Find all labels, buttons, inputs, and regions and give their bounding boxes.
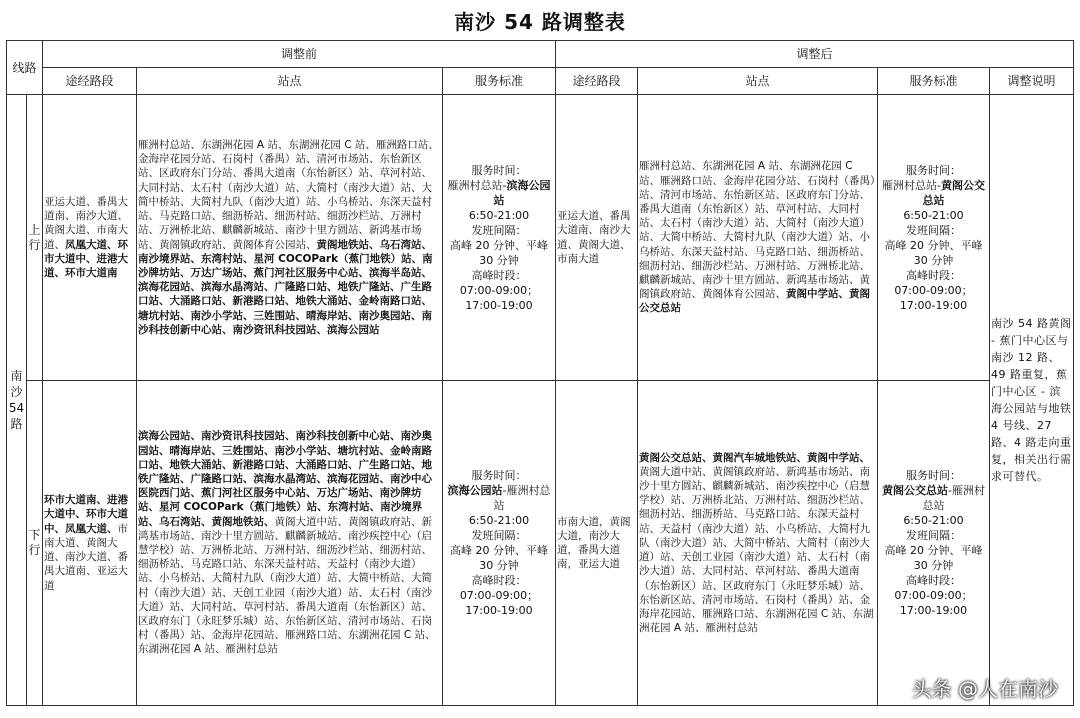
text-segment: 滨海公园站、南沙资讯科技园站、南沙科技创新中心站、南沙奥园站、晴海岸站、三姓围站、南沙小学站、塘坑村站、金岭南路口站、地铁大涌站、新港路口站、大涌路口站、广生路口站、地铁广隆站、广隆路口站、滨海水晶湾站、滨海花园站、南沙中心医院西门站、蕉门河社区服务中心站、万达广场站、南沙牌坊站、星河 COCOPark（蕉门地铁）站、东湾村站、南沙境界站、乌石湾站、黄阁地铁站、 [138, 430, 432, 528]
header-after-service: 服务标准 [878, 68, 990, 95]
text-segment: 环市大道南、进港大道中、环市大道中、凤凰大道、 [44, 494, 128, 535]
service-text: 黄阁公交总站 [922, 178, 985, 207]
header-before-service: 服务标准 [443, 68, 556, 95]
table-title: 南沙 54 路调整表 [454, 10, 626, 34]
service-text: 滨海公园站 [447, 484, 503, 497]
service-line [444, 483, 554, 513]
text-segment: 黄阁地铁站、乌石湾站、南沙境界站、东湾村站、星河 COCOPark（蕉门地铁）站、南沙牌坊站、万达广场站、蕉门河社区服务中心站、滨海半岛站、滨海花园站、滨海水晶湾站、广隆路口站、地铁广隆站、广生路口站、大涌路口站、新港路口站、地铁大涌站、金岭南路口站、塘坑村站、南沙小学站、三姓围站、晴海岸站、南沙奥园站、南沙科技创新中心站、南沙资讯科技园站、滨海公园站 [138, 238, 433, 336]
service-text: 发班间隔： [471, 529, 527, 542]
service-text: 高峰 20 分钟、平峰 30 分钟 [450, 238, 548, 267]
service-text: 17:00-19:00 [899, 298, 968, 312]
down-after-route: 市南大道，黄阁大道，南沙大道，番禺大道南，亚运大道 [556, 381, 638, 706]
service-text: 高峰时段： [906, 574, 961, 587]
service-line [879, 238, 988, 268]
service-line [444, 208, 554, 223]
service-text: 滨海公园站 [493, 178, 551, 207]
service-text: 07:00-09:00； [459, 589, 539, 602]
service-line [444, 283, 554, 298]
service-text: 6:50-21:00 [903, 208, 964, 222]
service-text: 发班间隔： [471, 223, 527, 237]
line-name: 南 沙 54 路 [7, 95, 27, 706]
header-after-route: 途经路段 [556, 68, 638, 95]
text-segment: 黄阁中学站、黄阁公交总站 [639, 288, 870, 315]
service-line [444, 268, 554, 283]
service-line [879, 543, 988, 573]
service-text: 雁洲村总站- [447, 178, 507, 192]
header-after-stations: 站点 [638, 68, 878, 95]
service-line [444, 163, 554, 178]
service-text: 07:00-09:00； [894, 589, 973, 602]
direction-up: 上 行 [27, 95, 43, 381]
header-before: 调整前 [43, 41, 556, 68]
service-text: 服务时间： [471, 163, 527, 177]
up-before-stations [137, 95, 443, 381]
service-text: 07:00-09:00； [894, 283, 973, 297]
service-line [879, 223, 988, 238]
service-line [879, 513, 988, 528]
service-text: 服务时间： [906, 469, 961, 482]
down-before-route [43, 381, 137, 706]
up-after-route: 亚运大道、番禺大道南、南沙大道、黄阁大道、市南大道 [556, 95, 638, 381]
header-line: 线路 [7, 41, 43, 95]
service-line [879, 588, 988, 603]
up-after-service [878, 95, 990, 381]
service-line [879, 298, 988, 313]
service-line [444, 573, 554, 588]
service-text: 雁洲村总站- [882, 178, 941, 192]
service-line [879, 208, 988, 223]
service-line [879, 528, 988, 543]
service-line [444, 298, 554, 313]
text-segment: 黄阁大道中站、黄阁镇政府站、新鸿基市场站、南沙十里方圆站、麒麟新城站、南沙疾控中心（启慧学校）站、万洲桥北站、万洲村站、细沥沙栏站、细沥村站、细沥桥站、马克路口站、东深天益村站、天益村（南沙大道）站、小乌桥站、大简村九队（南沙大道）站、大简中桥站、大简村（南沙大道）站、天创工业园（南沙大道）站、太石村（南沙大道）站、大同村站、草河村站、番禺大道南（东怡新区）站、区政府东门（永旺梦乐城）站、东怡新区站、清河市场站、石岗村（番禺）站、金海岸花园站、雁洲路口站、东湖洲花园 C 站、东湖洲花园 A 站、雁洲村总站 [639, 465, 874, 635]
text-segment: 雁洲村总站、东湖洲花园 A 站、东湖洲花园 C 站、雁洲路口站、金海岸花园分站、石岗村（番禺）站、清河市场站、东怡新区站、区政府东门分站、番禺大道南（东怡新区）站、草河村站、大同村站、太石村（南沙大道）站、大简村（南沙大道）站、大简中桥站、大简村九队（南沙大道）站、小乌桥站、东深天益村站、马克路口站、细沥桥站、细沥村站、细沥沙栏站、万洲村站、万洲桥北站、麒麟新城站、南沙十里方圆站、新鸿基市场站、黄阁镇政府站、黄阁体育公园站、 [138, 139, 439, 251]
service-text: 07:00-09:00； [459, 283, 539, 297]
service-line [879, 283, 988, 298]
text-segment: 亚运大道、番禺大道南、南沙大道、黄阁大道、市南大道、 [44, 195, 128, 251]
service-line [444, 513, 554, 528]
service-line [444, 468, 554, 483]
service-line [879, 603, 988, 618]
header-after: 调整后 [556, 41, 1074, 68]
text-segment: 市南大道、黄阁大道、南沙大道、番禺大道南、亚运大道 [44, 522, 128, 592]
service-line [444, 223, 554, 238]
down-before-service [443, 381, 556, 706]
text-segment: 黄阁大道中站、黄阁镇政府站、新鸿基市场站、南沙十里方圆站、麒麟新城站、南沙疾控中心（启慧学校）站、万洲桥北站、万洲村站、细沥沙栏站、细沥村站、细沥桥站、马克路口站、东深天益村站、天益村（南沙大道）站、小乌桥站、大简村九队（南沙大道）站、大简中桥站、大简村（南沙大道）站、天创工业园（南沙大道）站、太石村（南沙大道）站、大同村站、草河村站、番禺大道南（东怡新区）站、区政府东门（永旺梦乐城）站、东怡新区站、清河市场站、石岗村（番禺）站、金海岸花园站、雁洲路口站、东湖洲花园 C 站、东湖洲花园 A 站、雁洲村总站 [138, 515, 436, 656]
service-line [879, 163, 988, 178]
adjustment-note: 南沙 54 路黄阁 - 蕉门中心区与南沙 12 路、49 路重复，蕉门中心区 - 滨海公园站与地铁 4 号线、27 路、4 路走向重复，相关出行需求可替代。 [990, 95, 1074, 706]
service-line [879, 483, 988, 513]
service-line [444, 178, 554, 208]
text-segment: 黄阁公交总站、黄阁汽车城地铁站、黄阁中学站、 [639, 451, 870, 464]
service-text: 6:50-21:00 [468, 514, 530, 527]
service-line [444, 588, 554, 603]
service-text: 服务时间： [906, 163, 961, 177]
service-text: 6:50-21:00 [903, 514, 964, 527]
service-text: -雁洲村总站 [493, 484, 551, 512]
route-adjustment-table [6, 40, 1074, 706]
direction-down: 下 行 [27, 381, 43, 706]
service-text: 发班间隔： [906, 529, 961, 542]
service-text: 6:50-21:00 [468, 208, 530, 222]
down-after-stations [638, 381, 878, 706]
service-line [444, 238, 554, 268]
service-text: 17:00-19:00 [465, 298, 533, 312]
up-before-service [443, 95, 556, 381]
up-after-stations [638, 95, 878, 381]
service-line [444, 528, 554, 543]
service-text: 高峰 20 分钟、平峰 30 分钟 [884, 544, 983, 572]
service-text: 服务时间： [471, 469, 527, 482]
service-line [879, 178, 988, 208]
service-text: 高峰 20 分钟、平峰 30 分钟 [884, 238, 983, 267]
service-line [444, 603, 554, 618]
text-segment: 雁洲村总站、东湖洲花园 A 站、东湖洲花园 C 站、雁洲路口站、金海岸花园分站、石岗村（番禺）站、清河市场站、东怡新区站、区政府东门分站、番禺大道南（东怡新区）站、草河村站、大同村站、太石村（南沙大道）站、大简村（南沙大道）站、大简中桥站、大简村九队（南沙大道）站、小乌桥站、东深天益村站、马克路口站、细沥桥站、细沥村站、细沥沙栏站、万洲村站、万洲桥北站、麒麟新城站、南沙十里方圆站、新鸿基市场站、黄阁镇政府站、黄阁体育公园站、 [639, 160, 876, 301]
service-text: 高峰时段： [906, 268, 961, 282]
header-note: 调整说明 [990, 68, 1074, 95]
service-text: 高峰 20 分钟、平峰 30 分钟 [450, 544, 548, 572]
down-before-stations [137, 381, 443, 706]
service-text: 高峰时段： [471, 268, 527, 282]
service-line [879, 573, 988, 588]
up-before-route [43, 95, 137, 381]
header-before-route: 途经路段 [43, 68, 137, 95]
service-text: 高峰时段： [471, 574, 527, 587]
text-segment: 凤凰大道、环市大道中、进港大道、环市大道南 [44, 238, 128, 279]
service-text: 17:00-19:00 [899, 604, 968, 617]
service-line [879, 468, 988, 483]
service-line [444, 543, 554, 573]
watermark: 头条 @人在南沙 [911, 677, 1058, 701]
service-text: 黄阁公交总站 [882, 484, 948, 497]
service-text: -雁洲村总站 [922, 484, 985, 512]
down-after-service [878, 381, 990, 706]
service-line [879, 268, 988, 283]
header-before-stations: 站点 [137, 68, 443, 95]
service-text: 17:00-19:00 [465, 604, 533, 617]
service-text: 发班间隔： [906, 223, 961, 237]
